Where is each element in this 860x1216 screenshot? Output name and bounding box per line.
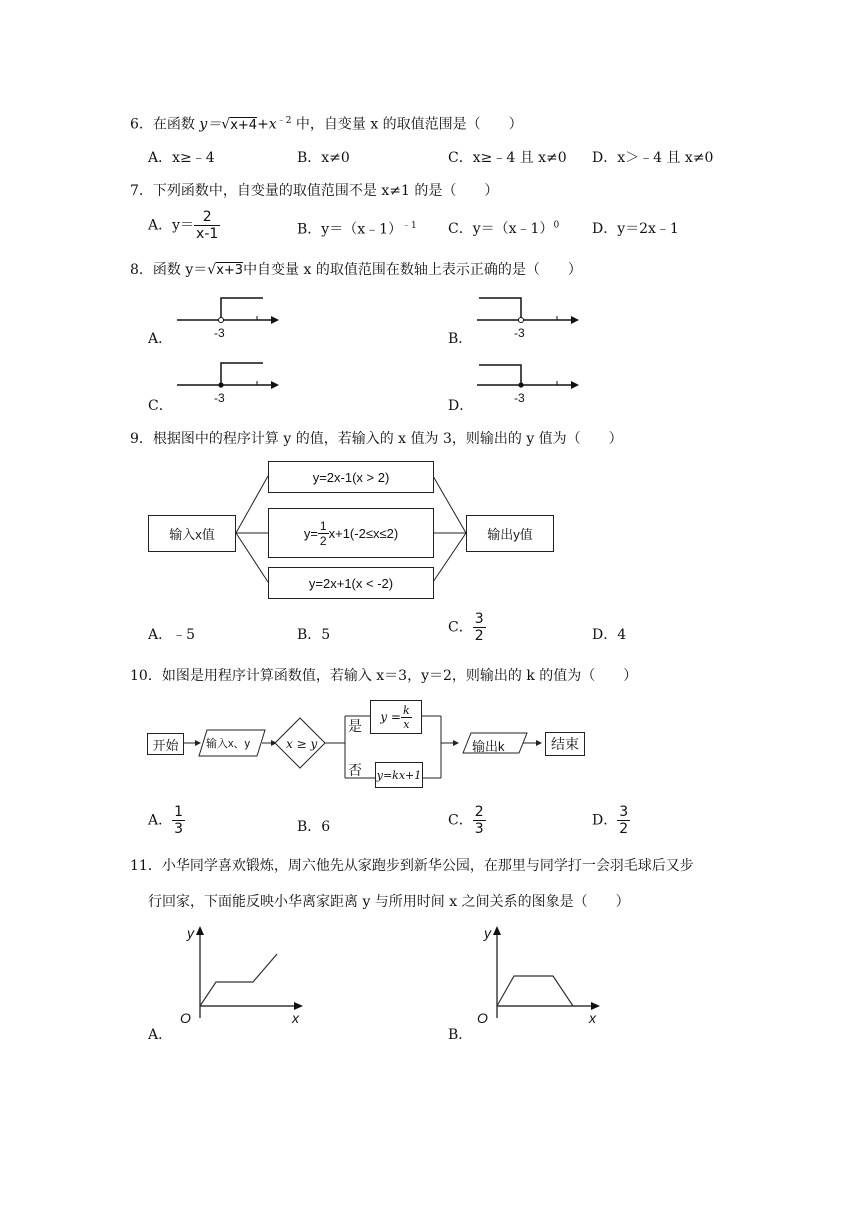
q10-stem: 10．如图是用程序计算函数值，若输入 x＝3，y＝2，则输出的 k 的值为（ ） <box>130 668 638 684</box>
q11-graph-a[interactable] <box>175 922 310 1032</box>
q11-stem-line-2: 行回家，下面能反映小华离家距离 y 与所用时间 x 之间关系的图象是（ ） <box>148 894 630 910</box>
q9-branch-2: y= $\frac{1}{2}$ x+1(-2≤x≤2) <box>268 508 434 558</box>
q8-option-c-label[interactable]: C． <box>148 398 173 414</box>
q9-option-c[interactable]: C． $\frac{3}{2}$ <box>448 611 484 644</box>
q11-option-b-label[interactable]: B． <box>448 1027 473 1043</box>
q10-option-c[interactable]: C． $\frac{2}{3}$ <box>448 804 484 837</box>
origin-label: O <box>477 1010 488 1026</box>
q8-number-line-c[interactable] <box>175 357 285 407</box>
q7-stem: 7．下列函数中，自变量的取值范围不是 x≠1 的是（ ） <box>130 183 499 199</box>
tick-label: -3 <box>214 391 225 405</box>
q10-output-label: 输出k <box>472 739 505 754</box>
q8-number-line-a[interactable] <box>175 292 285 342</box>
axis-y-label: y <box>484 925 491 941</box>
q10-no-label: 否 <box>348 763 362 779</box>
q6-option-a[interactable]: A．x≥﹣4 <box>148 150 215 166</box>
q8-option-b-label[interactable]: B． <box>448 331 473 347</box>
q10-condition-label: x ≥ y <box>286 737 318 751</box>
q8-number-line-b[interactable] <box>475 292 585 342</box>
q7-option-a[interactable]: A．y＝ $\frac{2}{x-1}$ <box>148 209 219 242</box>
q9-option-b[interactable]: B．5 <box>297 627 331 643</box>
tick-label: -3 <box>514 391 525 405</box>
tick-label: -3 <box>514 326 525 340</box>
q10-end-box: 结束 <box>545 732 585 756</box>
q10-yes-label: 是 <box>348 719 362 735</box>
q7-option-d[interactable]: D．y＝2x﹣1 <box>592 221 679 237</box>
q6-stem: 6．在函数 $y=√x+4+x^{﹣2}$ 中，自变量 x 的取值范围是（ ） <box>130 116 523 133</box>
q9-output-box: 输出y值 <box>466 515 554 552</box>
q10-no-formula: y=kx+1 <box>375 762 423 788</box>
axis-y-label: y <box>187 925 194 941</box>
axis-x-label: x <box>292 1010 299 1026</box>
q9-stem: 9．根据图中的程序计算 y 的值，若输入的 x 值为 3，则输出的 y 值为（ ） <box>130 431 623 447</box>
origin-label: O <box>180 1010 191 1026</box>
q10-start-box: 开始 <box>147 733 184 755</box>
q11-stem-line-1: 11．小华同学喜欢锻炼，周六他先从家跑步到新华公园，在那里与同学打一会羽毛球后又步 <box>130 858 694 874</box>
q6-option-d[interactable]: D．x＞﹣4 且 x≠0 <box>592 150 714 166</box>
sqrt-symbol: √ <box>221 116 231 133</box>
q8-option-a-label[interactable]: A． <box>148 331 173 347</box>
q8-stem: 8．函数 y＝√x+3中自变量 x 的取值范围在数轴上表示正确的是（ ） <box>130 262 582 278</box>
q6-option-c[interactable]: C．x≥﹣4 且 x≠0 <box>448 150 567 166</box>
q10-input-label: 输入x、y <box>206 738 250 750</box>
q10-option-a[interactable]: A． $\frac{1}{3}$ <box>148 804 184 837</box>
q9-branch-1: y=2x-1(x > 2) <box>268 461 434 493</box>
q7-option-b[interactable]: B．y＝（x﹣1）$^{﹣1}$ <box>297 221 417 238</box>
q9-option-a[interactable]: A．﹣5 <box>148 627 196 643</box>
tick-label: -3 <box>214 326 225 340</box>
q10-option-b[interactable]: B．6 <box>297 819 331 835</box>
q7-option-c[interactable]: C．y＝（x﹣1）$^0$ <box>448 220 560 237</box>
q10-yes-formula: y = $\frac{k}{x}$ <box>370 700 422 734</box>
q11-option-a-label[interactable]: A． <box>148 1027 173 1043</box>
axis-x-label: x <box>589 1010 596 1026</box>
q9-branch-3: y=2x+1(x < -2) <box>268 567 434 599</box>
q9-input-box: 输入x值 <box>148 515 236 552</box>
q11-graph-b[interactable] <box>472 922 607 1032</box>
q10-option-d[interactable]: D． $\frac{3}{2}$ <box>592 804 629 837</box>
q8-option-d-label[interactable]: D． <box>448 398 474 414</box>
q6-option-b[interactable]: B．x≠0 <box>297 150 350 166</box>
q8-number-line-d[interactable] <box>475 357 585 407</box>
q9-option-d[interactable]: D．4 <box>592 627 627 643</box>
